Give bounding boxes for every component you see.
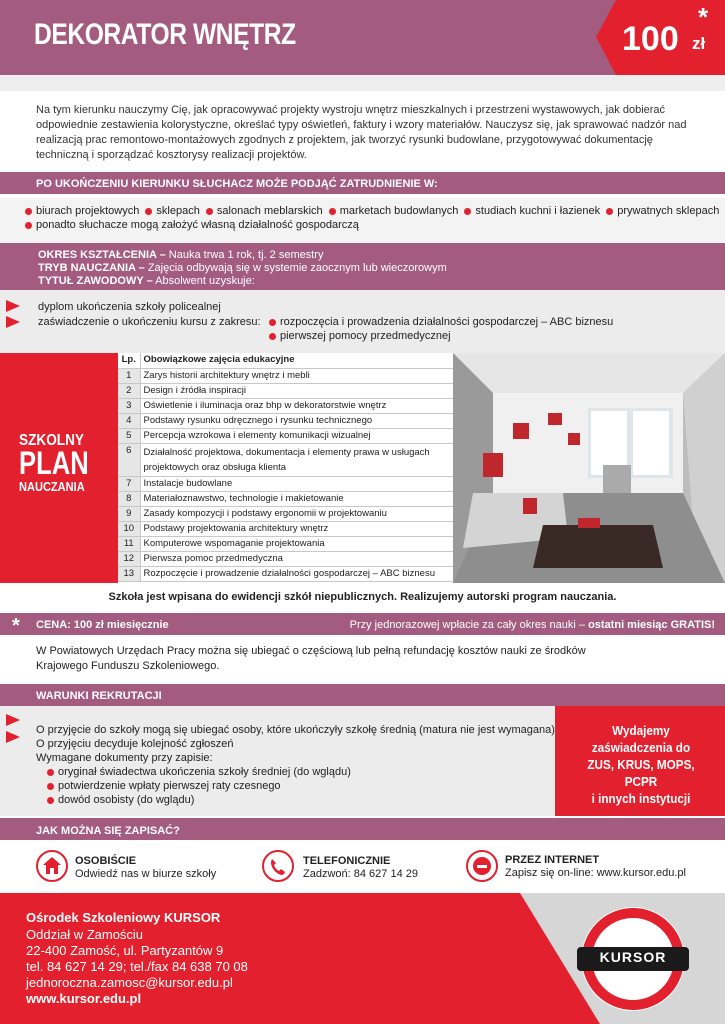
row-subject: Percepcja wzrokowa i elementy komunikacji wizualnej (140, 428, 453, 443)
price-promo (350, 619, 715, 631)
row-subject: Pierwsza pomoc przedmedyczna (140, 551, 453, 566)
recruitment-doc-text: oryginał świadectwa ukończenia szkoły średniej (do wglądu) (58, 766, 351, 778)
row-subject: Oświetlenie i iluminacja oraz bhp w dekoratorstwie wnętrz (140, 398, 453, 413)
employment-place: studiach kuchni i łazienek (475, 205, 601, 217)
row-number: 9 (118, 506, 140, 521)
bullet-icon (329, 208, 336, 215)
bullet-icon (206, 208, 213, 215)
signup-heading: JAK MOŻNA SIĘ ZAPISAĆ? (36, 825, 180, 837)
signup-internet-value[interactable]: Zapisz się on-line: www.kursor.edu.pl (505, 867, 686, 879)
footer-email[interactable]: jednoroczna.zamosc@kursor.edu.pl (26, 975, 233, 990)
plan-label-1: SZKOLNY (19, 432, 84, 449)
recruitment-line-1: O przyjęcie do szkoły mogą się ubiegać osoby, które ukończyły szkołę średnią (matura nie jest wymagana) (36, 724, 555, 736)
cert-line-1: dyplom ukończenia szkoły policealnej (38, 301, 221, 313)
employment-place: sklepach (156, 205, 200, 217)
table-row (118, 428, 453, 443)
tytul-label: TYTUŁ ZAWODOWY – (38, 275, 153, 287)
recruitment-doc-text: dowód osobisty (do wglądu) (58, 794, 195, 806)
employment-place: biurach projektowych (36, 205, 140, 217)
bullet-icon (47, 783, 54, 790)
bullet-icon (606, 208, 613, 215)
price-value: 100 (622, 20, 679, 58)
bullet-icon (145, 208, 152, 215)
col-lp: Lp. (118, 353, 140, 368)
okres-line (38, 249, 323, 261)
signup-personal-value: Odwiedź nas w biurze szkoły (75, 868, 217, 880)
recruitment-doc (44, 780, 281, 792)
header-band (0, 75, 725, 91)
signup-personal-label: OSOBIŚCIE (75, 855, 137, 867)
table-row (118, 566, 453, 581)
table-row (118, 443, 453, 476)
recruitment-line-3: Wymagane dokumenty przy zapisie: (36, 752, 213, 764)
certificates-note-4: i innych instytucji (591, 791, 691, 806)
employment-place: salonach meblarskich (216, 205, 323, 217)
table-row (118, 398, 453, 413)
price-unit: zł (692, 34, 706, 53)
row-number: 6 (118, 443, 140, 476)
row-number: 4 (118, 413, 140, 428)
table-header-row (118, 353, 453, 368)
tryb-label: TRYB NAUCZANIA – (38, 262, 145, 274)
recruitment-doc-text: potwierdzenie wpłaty pierwszej raty czesnego (58, 780, 281, 792)
cert-course-1-line (266, 316, 613, 328)
certificates-note-2: zaświadczenia do (591, 740, 691, 755)
table-row (118, 506, 453, 521)
cert-line-2: zaświadczenie o ukończeniu kursu z zakresu: (38, 316, 261, 328)
table-row (118, 551, 453, 566)
row-number: 2 (118, 383, 140, 398)
row-subject: Komputerowe wspomaganie projektowania (140, 536, 453, 551)
row-subject: Design i źródła inspiracji (140, 383, 453, 398)
footer-www[interactable]: www.kursor.edu.pl (26, 991, 142, 1006)
row-number: 8 (118, 491, 140, 506)
signup-phone-label: TELEFONICZNIE (303, 855, 391, 867)
cert-course-2: pierwszej pomocy przedmedycznej (280, 330, 451, 342)
interior-photo (453, 353, 725, 583)
certificates-note-3: ZUS, KRUS, MOPS, PCPR (587, 757, 695, 789)
recruitment-line-2: O przyjęciu decyduje kolejność zgłoszeń (36, 738, 234, 750)
cert-course-2-line (266, 330, 451, 342)
row-subject: Rozpoczęcie i prowadzenie działalności gospodarczej – ABC biznesu (140, 566, 453, 581)
footer-phones: tel. 84 627 14 29; tel./fax 84 638 70 08 (26, 959, 248, 974)
row-subject: Materiałoznawstwo, technologie i makietowanie (140, 491, 453, 506)
employment-heading: PO UKOŃCZENIU KIERUNKU SŁUCHACZ MOŻE PODJĄĆ ZATRUDNIENIE W: (36, 178, 438, 190)
employment-extra-line (22, 219, 359, 231)
signup-internet-label: PRZEZ INTERNET (505, 854, 600, 866)
plan-table (118, 353, 453, 582)
cert-course-1: rozpoczęcia i prowadzenia działalności gospodarczej – ABC biznesu (280, 316, 614, 328)
arrow-icon (6, 731, 20, 743)
footer-name: Ośrodek Szkoleniowy KURSOR (26, 910, 221, 925)
price-promo-bold: ostatni miesiąc GRATIS! (588, 619, 715, 631)
recruitment-doc (44, 794, 194, 806)
price-asterisk-icon: * (12, 615, 20, 637)
tryb-line (38, 262, 447, 274)
phone-icon (262, 850, 294, 882)
okres-label: OKRES KSZTAŁCENIA – (38, 249, 166, 261)
row-number: 13 (118, 566, 140, 581)
bullet-icon (47, 797, 54, 804)
row-number: 3 (118, 398, 140, 413)
certificates-note (570, 722, 712, 807)
price-asterisk: * (698, 2, 709, 32)
tytul-value: Absolwent uzyskuje: (155, 275, 255, 287)
plan-label-3: NAUCZANIA (19, 479, 85, 494)
home-icon (36, 850, 68, 882)
arrow-icon (6, 714, 20, 726)
bullet-icon (464, 208, 471, 215)
table-row (118, 491, 453, 506)
employment-place: marketach budowlanych (339, 205, 459, 217)
row-subject: Instalacje budowlane (140, 476, 453, 491)
price-text: CENA: 100 zł miesięcznie (36, 619, 169, 631)
row-subject: Zasady kompozycji i podstawy ergonomii w projektowaniu (140, 506, 453, 521)
row-subject: Działalność projektowa, dokumentacja i elementy prawa w usługach projektowych oraz obsługa klienta (140, 443, 453, 476)
bullet-icon (25, 208, 32, 215)
row-number: 1 (118, 368, 140, 383)
plan-label-2: PLAN (19, 445, 89, 481)
employment-extra: ponadto słuchacze mogą założyć własną działalność gospodarczą (36, 219, 359, 231)
table-row (118, 476, 453, 491)
arrow-icon (6, 316, 20, 328)
col-subject: Obowiązkowe zajęcia edukacyjne (140, 353, 453, 368)
internet-icon (466, 850, 498, 882)
recruitment-doc (44, 766, 351, 778)
table-row (118, 413, 453, 428)
okres-value: Nauka trwa 1 rok, tj. 2 semestry (168, 249, 324, 261)
refund-paragraph: W Powiatowych Urzędach Pracy można się ubiegać o częściową lub pełną refundację kosztów nauki ze środków Krajowego Funduszu Szkoleniowego. (36, 645, 586, 672)
intro-paragraph: Na tym kierunku nauczymy Cię, jak opracowywać projekty wystroju wnętrz mieszkalnych i przestrzeni wystawowych, jak dobierać odpowiednie zestawienia kolorystyczne, określać typy oświetleń, faktury i wzory materiałów. Nauczysz się, jak sprawować nadzór nad realizacją prac remontowo-montażowych zgodnych z projektem, jak tworzyć rysunki budowlane, przygotowywać dokumentację techniczną i sporządzać kosztorysy realizacji projektów. (36, 104, 687, 161)
arrow-icon (6, 300, 20, 312)
price-promo-text: Przy jednorazowej wpłacie za cały okres nauki – (349, 619, 585, 631)
page-title: DEKORATOR WNĘTRZ (34, 18, 296, 51)
logo-text: KURSOR (599, 949, 667, 965)
school-note: Szkoła jest wpisana do ewidencji szkół niepublicznych. Realizujemy autorski program nauczania. (108, 591, 617, 603)
bullet-icon (25, 222, 32, 229)
tryb-value: Zajęcia odbywają się w systemie zaocznym lub wieczorowym (147, 262, 447, 274)
bullet-icon (47, 769, 54, 776)
row-number: 5 (118, 428, 140, 443)
footer-address: 22-400 Zamość, ul. Partyzantów 9 (26, 943, 224, 958)
kursor-logo (555, 893, 725, 1024)
row-number: 7 (118, 476, 140, 491)
row-subject: Zarys historii architektury wnętrz i mebli (140, 368, 453, 383)
table-row (118, 368, 453, 383)
signup-phone-value[interactable]: Zadzwoń: 84 627 14 29 (303, 868, 418, 880)
row-subject: Podstawy rysunku odręcznego i rysunku technicznego (140, 413, 453, 428)
employment-place: prywatnych sklepach (617, 205, 720, 217)
table-row (118, 383, 453, 398)
bullet-icon (269, 319, 276, 326)
bullet-icon (269, 333, 276, 340)
row-number: 10 (118, 521, 140, 536)
row-number: 11 (118, 536, 140, 551)
employment-list (22, 205, 719, 217)
certificates-note-1: Wydajemy (612, 723, 670, 738)
table-row (118, 521, 453, 536)
tytul-line (38, 275, 255, 287)
row-number: 12 (118, 551, 140, 566)
table-row (118, 536, 453, 551)
footer-branch: Oddział w Zamościu (26, 927, 144, 942)
recruitment-heading: WARUNKI REKRUTACJI (36, 690, 162, 702)
row-subject: Podstawy projektowania architektury wnętrz (140, 521, 453, 536)
